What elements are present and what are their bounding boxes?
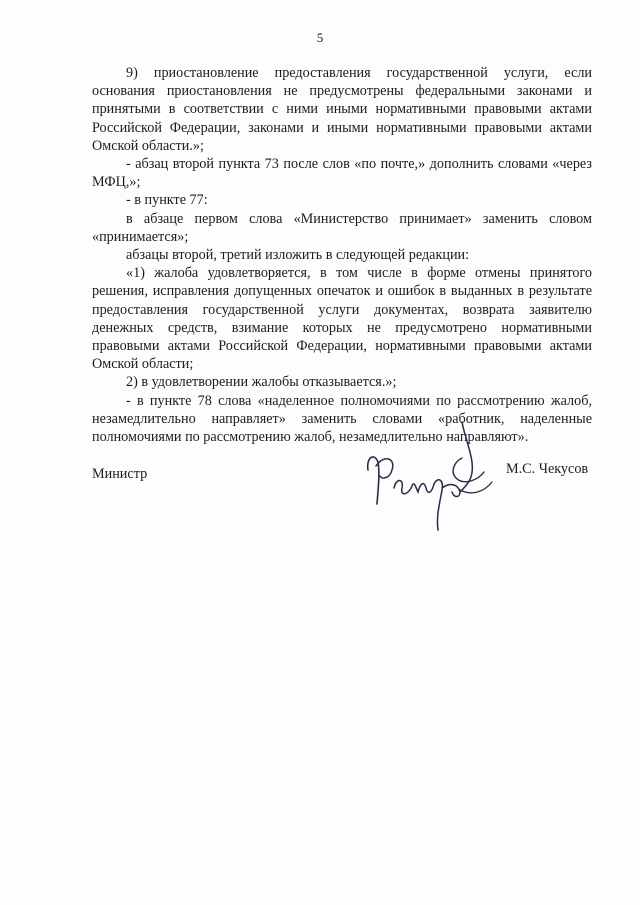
signatory-title: Министр [92, 466, 148, 482]
document-body [92, 64, 592, 446]
paragraph-point-78: - в пункте 78 слова «наделенное полномочиями по рассмотрению жалоб, незамедлительно направляет» заменить словами «работник, наделенные полномочиями по рассмотрению жалоб, незамедлительно направляют». [92, 392, 592, 446]
paragraph-complaint-satisfied: «1) жалоба удовлетворяется, в том числе в форме отмены принятого решения, исправления допущенных опечаток и ошибок в выданных в результате предоставления государственной услуги документах, возврата заявителю денежных средств, взимание которых не предусмотрено нормативными правовыми актами Российской Федерации, нормативными правовыми актами Омской области; [92, 265, 592, 373]
handwritten-signature [360, 418, 500, 536]
paragraph-point-73: - абзац второй пункта 73 после слов «по почте,» дополнить словами «через МФЦ,»; [92, 156, 592, 191]
paragraph-second-third-abzac: абзацы второй, третий изложить в следующей редакции: [126, 247, 470, 264]
signatory-name: М.С. Чекусов [506, 461, 589, 477]
paragraph-first-abzac: в абзаце первом слова «Министерство принимает» заменить словом «принимается»; [92, 210, 592, 245]
page-number: 5 [316, 30, 324, 45]
paragraph-complaint-rejected: 2) в удовлетворении жалобы отказывается.»; [126, 374, 397, 391]
paragraph-point-77: - в пункте 77: [126, 192, 208, 209]
paragraph-item-9: 9) приостановление предоставления государственной услуги, если основания приостановления не предусмотрены федеральными законами и принятыми в соответствии с ними иными нормативными правовыми актами Российской Федерации, законами и иными нормативными правовыми актами Омской области.»; [92, 65, 592, 154]
